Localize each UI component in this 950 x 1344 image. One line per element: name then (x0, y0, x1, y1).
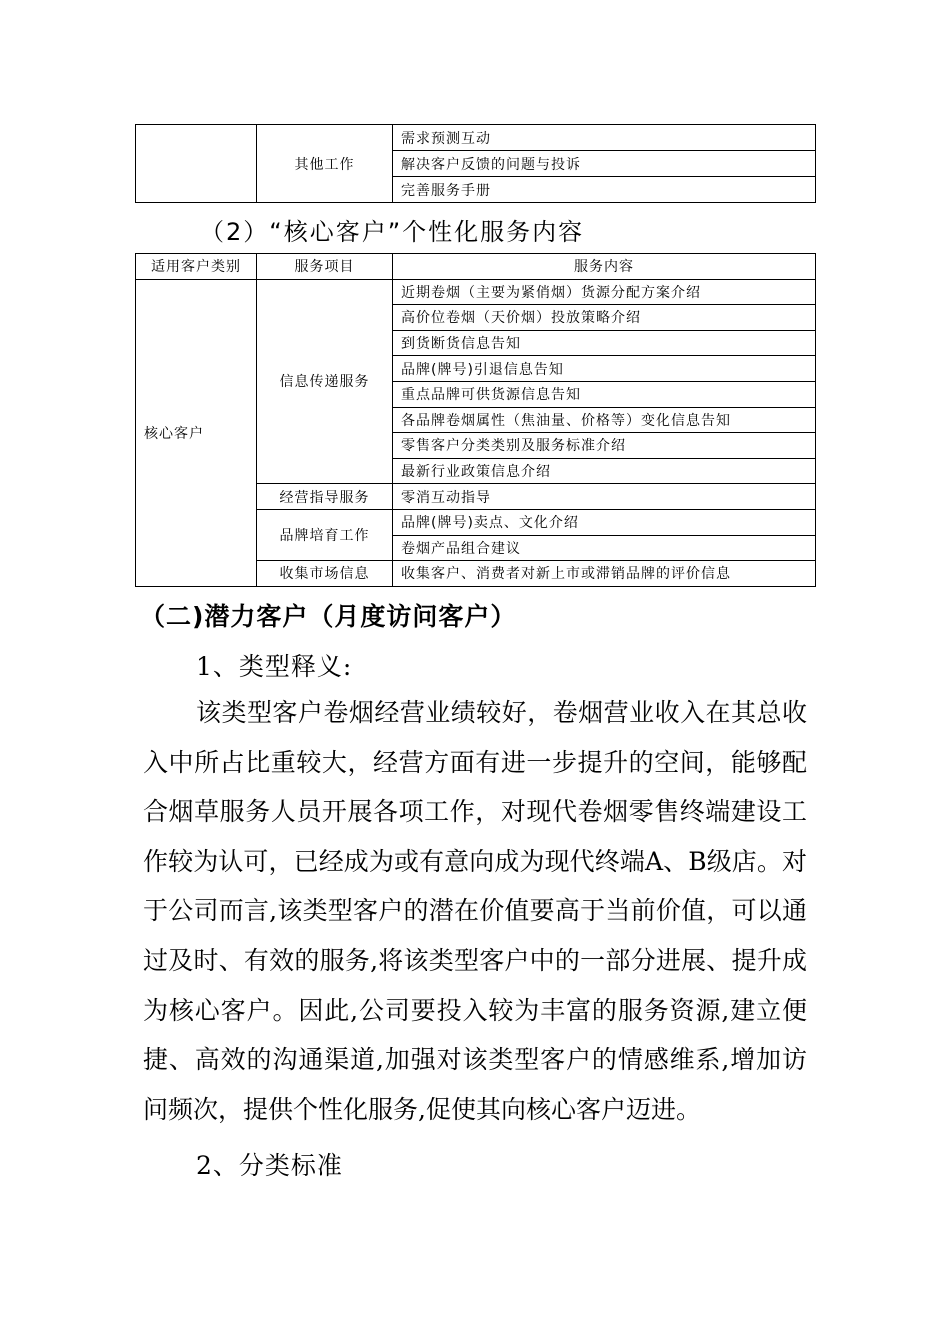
body-paragraph: 该类型客户卷烟经营业绩较好，卷烟营业收入在其总收入中所占比重较大，经营方面有进一步提升的空间，能够配合烟草服务人员开展各项工作，对现代卷烟零售终端建设工作较为认可，已经成为或有意向成为现代终端A、B级店。对于公司而言,该类型客户的潜在价值要高于当前价值，可以通过及时、有效的服务,将该类型客户中的一部分进展、提升成为核心客户。因此,公司要投入较为丰富的服务资源,建立便捷、高效的沟通渠道,加强对该类型客户的情感维系,增加访问频次，提供个性化服务,促使其向核心客户迈进。 (143, 698, 807, 1124)
table-subtitle: （2）“核心客户”个性化服务内容 (200, 218, 585, 246)
service-content-cell: 零售客户分类类别及服务标准介绍 (393, 433, 816, 459)
service-content-cell: 收集客户、消费者对新上市或滞销品牌的评价信息 (393, 561, 816, 587)
service-group-cell: 经营指导服务 (257, 484, 393, 510)
section-title: （二)潜力客户（月度访问客户） (140, 602, 517, 631)
service-item-cell: 完善服务手册 (393, 177, 816, 203)
service-content-cell: 品牌(牌号)卖点、文化介绍 (393, 509, 816, 535)
service-group-cell: 收集市场信息 (257, 561, 393, 587)
column-header: 服务内容 (393, 254, 816, 280)
service-content-cell: 各品牌卷烟属性（焦油量、价格等）变化信息告知 (393, 407, 816, 433)
service-content-cell: 到货断货信息告知 (393, 330, 816, 356)
table-row (136, 125, 816, 151)
customer-type-cell: 核心客户 (136, 279, 257, 586)
service-content-cell: 零消互动指导 (393, 484, 816, 510)
service-group-cell: 品牌培育工作 (257, 509, 393, 560)
other-work-table (135, 124, 816, 203)
service-item-cell: 需求预测互动 (393, 125, 816, 151)
column-header: 服务项目 (257, 254, 393, 280)
service-content-cell: 最新行业政策信息介绍 (393, 458, 816, 484)
core-customer-service-table (135, 253, 816, 587)
service-group-cell: 信息传递服务 (257, 279, 393, 484)
subheading-classification-standard: 2、分类标准 (196, 1151, 343, 1180)
service-content-cell: 高价位卷烟（天价烟）投放策略介绍 (393, 305, 816, 331)
service-content-cell: 卷烟产品组合建议 (393, 535, 816, 561)
table-cell-empty (136, 125, 257, 203)
service-content-cell: 重点品牌可供货源信息告知 (393, 381, 816, 407)
table-row (136, 279, 816, 305)
category-cell: 其他工作 (257, 125, 393, 203)
service-content-cell: 近期卷烟（主要为紧俏烟）货源分配方案介绍 (393, 279, 816, 305)
column-header: 适用客户类别 (136, 254, 257, 280)
subheading-type-definition: 1、类型释义: (196, 652, 353, 681)
service-item-cell: 解决客户反馈的问题与投诉 (393, 151, 816, 177)
service-content-cell: 品牌(牌号)引退信息告知 (393, 356, 816, 382)
table-header-row (136, 254, 816, 280)
